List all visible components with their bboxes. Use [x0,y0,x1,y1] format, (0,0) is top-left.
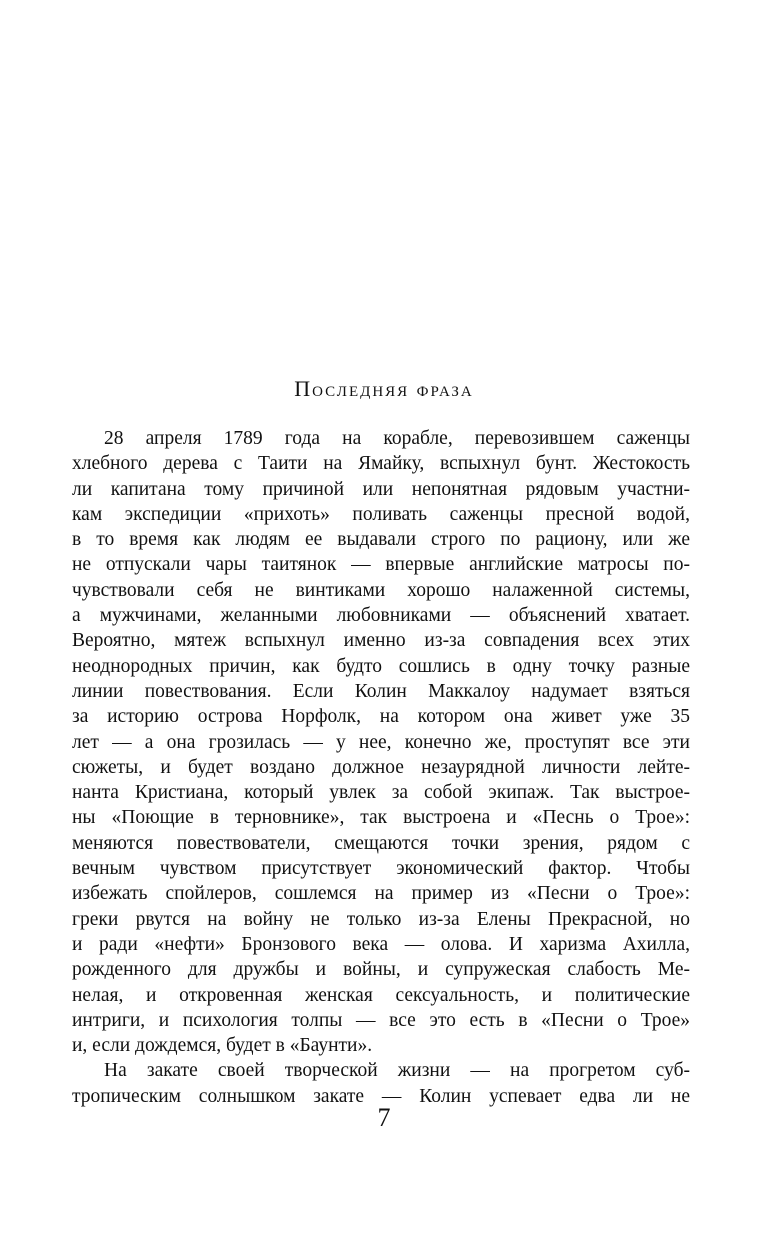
text-line: греки рвутся на войну не только из-за Елены Прекрасной, но [72,908,690,930]
text-line: вечным чувством присутствует экономический фактор. Чтобы [72,858,690,880]
text-line: кам экспедиции «прихоть» поливать саженцы пресной водой, [72,503,690,525]
text-line: избежать спойлеров, сошлемся на пример из «Песни о Трое»: [72,883,690,905]
text-line: а мужчинами, желанными любовниками — объяснений хватает. [72,605,690,627]
paragraph-2 [72,1058,690,1109]
text-line: не отпускали чары таитянок — впервые английские матросы по- [72,554,690,576]
text-line: чувствовали себя не винтиками хорошо налаженной системы, [72,579,690,601]
text-line: рожденного для дружбы и войны, и супружеская слабость Ме- [72,959,690,981]
text-line: в то время как людям ее выдавали строго по рациону, или же [72,529,690,551]
text-line: 28 апреля 1789 года на корабле, перевозившем саженцы [104,428,690,449]
text-line: интриги, и психология толпы — все это есть в «Песни о Трое» [72,1009,690,1031]
text-line: и, если дождемся, будет в «Баунти». [72,1035,373,1057]
text-line: неоднородных причин, как будто сошлись в одну точку разные [72,655,690,677]
text-line: и ради «нефти» Бронзового века — олова. И харизма Ахилла, [72,933,690,955]
page-number: 7 [377,1103,391,1132]
text-line: линии повествования. Если Колин Маккалоу надумает взяться [72,680,690,702]
text-line: тропическим солнышком закате — Колин успевает едва ли не [72,1085,690,1107]
text-line: ны «Поющие в терновнике», так выстроена и «Песнь о Трое»: [72,807,690,829]
text-line: сюжеты, и будет воздано должное незаурядной личности лейте- [72,756,690,778]
text-line: меняются повествователи, смещаются точки зрения, рядом с [72,832,690,854]
text-line: Вероятно, мятеж вспыхнул именно из-за совпадения всех этих [72,630,690,652]
text-line: хлебного дерева с Таити на Ямайку, вспыхнул бунт. Жестокость [72,453,690,475]
text-line: лет — а она грозилась — у нее, конечно же, проступят все эти [72,731,690,753]
text-line: за историю острова Норфолк, на котором она живет уже 35 [72,706,690,728]
text-line: ли капитана тому причиной или непонятная рядовым участни- [72,478,690,500]
paragraph-1 [72,426,690,1058]
chapter-heading: Последняя фраза [294,376,474,401]
text-line: нелая, и откровенная женская сексуальность, и политические [72,984,690,1006]
body-text [72,426,690,1109]
text-line: нанта Кристиана, который увлек за собой экипаж. Так выстрое- [72,782,690,804]
text-line: На закате своей творческой жизни — на прогретом суб- [104,1060,690,1082]
